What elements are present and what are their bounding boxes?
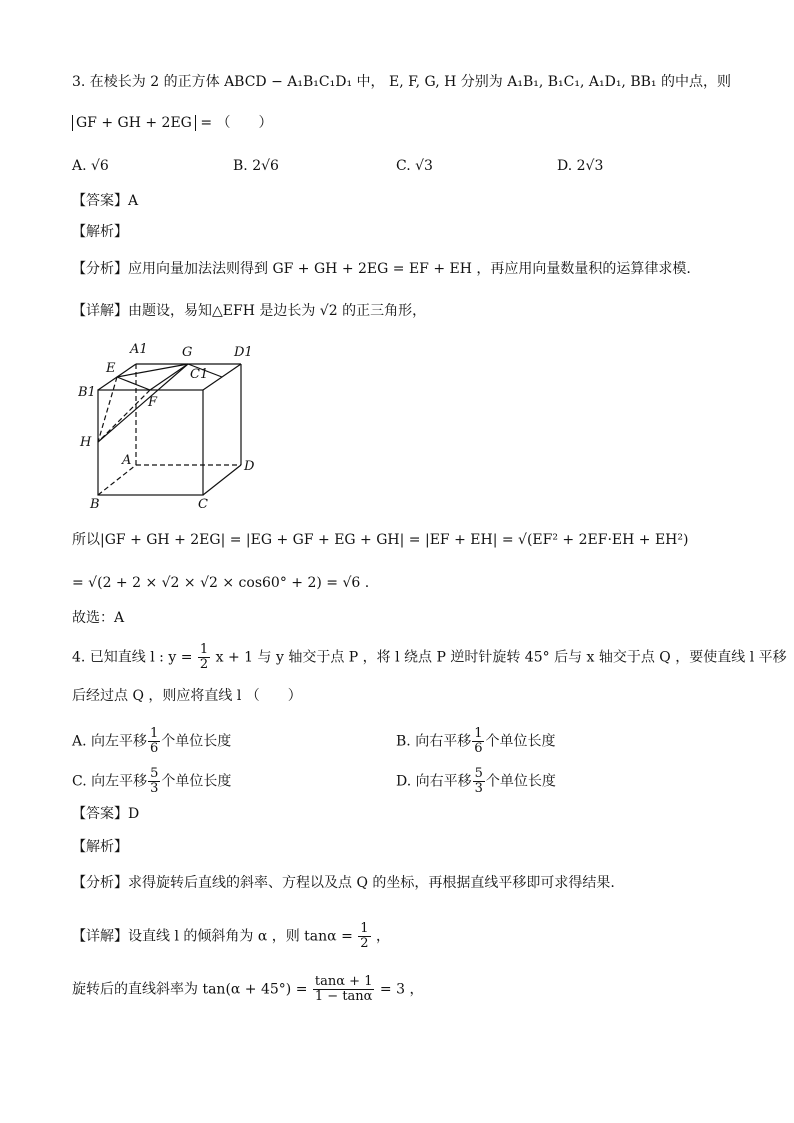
q3-result: = √(2 + 2 × √2 × √2 × cos60° + 2) = √6 . [72, 575, 370, 591]
label-e: E [106, 361, 116, 376]
q3-stem-tail: = （ ） [195, 115, 273, 131]
q4-option-b-pre: B. 向右平移 [396, 733, 472, 750]
q4-answer: 【答案】D [72, 806, 140, 822]
label-c1: C1 [190, 367, 209, 382]
q4-stem-b: x + 1 与 y 轴交于点 P ，将 l 绕点 P 逆时针旋转 45° 后与 x 轴交于点 Q ，要使直线 l 平移 [215, 649, 787, 666]
q4-stem-frac-num: 1 [199, 642, 209, 657]
q4-option-a-frac [148, 727, 160, 756]
label-d: D [244, 459, 255, 474]
q4-option-b-frac [472, 727, 484, 756]
q4-detail-num: 1 [360, 921, 369, 936]
q4-stem-frac-den: 2 [199, 657, 209, 672]
q4-rotation [72, 975, 423, 1004]
q3-vector-expression: GF + GH + 2EG [72, 115, 196, 131]
q4-rot-frac [313, 975, 375, 1004]
label-a: A [122, 453, 132, 468]
q4-option-c-den: 3 [150, 781, 159, 796]
q4-option-d-num: 5 [474, 766, 483, 781]
q4-option-d [396, 767, 556, 796]
q4-rot-b: = 3 ， [379, 981, 424, 998]
q3-option-d: D. 2√3 [557, 158, 604, 174]
q3-detail: 【详解】由题设，易知△EFH 是边长为 √2 的正三角形， [72, 303, 427, 319]
q4-option-a-post: 个单位长度 [161, 733, 232, 750]
q4-option-c-pre: C. 向左平移 [72, 773, 148, 790]
q4-detail-frac [358, 922, 370, 951]
q4-fenxi: 【分析】求得旋转后直线的斜率、方程以及点 Q 的坐标，再根据直线平移即可求得结果. [72, 875, 615, 891]
label-f: F [148, 395, 158, 410]
q4-stem-line1 [72, 643, 787, 672]
q3-analysis-label: 【解析】 [72, 224, 128, 240]
q4-option-a-num: 1 [150, 726, 159, 741]
label-a1: A1 [130, 342, 148, 357]
q3-option-b: B. 2√6 [233, 158, 279, 174]
label-g: G [182, 345, 193, 360]
q4-option-c [72, 767, 231, 796]
label-b: B [90, 497, 100, 512]
q3-suoyi: 所以|GF + GH + 2EG| = |EG + GF + EG + GH| = |EF + EH| = √(EF² + 2EF·EH + EH²) [72, 532, 689, 548]
q4-detail-b: ， [376, 928, 390, 945]
q4-rot-num: tanα + 1 [314, 974, 373, 989]
q4-option-a-den: 6 [150, 741, 159, 756]
q4-option-a-pre: A. 向左平移 [72, 733, 148, 750]
q4-option-b-den: 6 [474, 741, 483, 756]
q4-option-c-post: 个单位长度 [161, 773, 232, 790]
q4-option-c-frac [148, 767, 160, 796]
q4-option-a [72, 727, 231, 756]
q3-option-c: C. √3 [396, 158, 433, 174]
q4-detail [72, 922, 390, 951]
q4-option-b-num: 1 [474, 726, 483, 741]
q4-rot-den: 1 − tanα [314, 989, 373, 1004]
q3-answer: 【答案】A [72, 193, 139, 209]
q4-option-b [396, 727, 555, 756]
q3-fenxi: 【分析】应用向量加法法则得到 GF + GH + 2EG = EF + EH ，再应用向量数量积的运算律求模. [72, 261, 691, 277]
q4-stem-fraction [198, 643, 210, 672]
q3-stem-line2 [72, 113, 273, 133]
q4-stem-a: 4. 已知直线 l : y = [72, 649, 193, 666]
label-c: C [198, 497, 208, 512]
label-b1: B1 [78, 385, 96, 400]
q3-option-a: A. √6 [72, 158, 109, 174]
q4-detail-a: 【详解】设直线 l 的倾斜角为 α ，则 tanα = [72, 928, 353, 945]
q4-option-d-den: 3 [474, 781, 483, 796]
q4-rot-a: 旋转后的直线斜率为 tan(α + 45°) = [72, 981, 308, 998]
q4-option-c-num: 5 [150, 766, 159, 781]
q4-option-d-frac [473, 767, 485, 796]
q4-stem-line2: 后经过点 Q ，则应将直线 l （ ） [72, 688, 302, 704]
q4-option-b-post: 个单位长度 [485, 733, 556, 750]
q4-analysis-label: 【解析】 [72, 839, 128, 855]
q4-option-d-pre: D. 向右平移 [396, 773, 472, 790]
q4-detail-den: 2 [360, 936, 369, 951]
label-d1: D1 [234, 345, 253, 360]
q4-option-d-post: 个单位长度 [485, 773, 556, 790]
q3-choose: 故选：A [72, 610, 125, 626]
cube-figure [78, 340, 278, 515]
label-h: H [80, 435, 92, 450]
q3-stem-line1: 3. 在棱长为 2 的正方体 ABCD − A₁B₁C₁D₁ 中， E, F, G, H 分别为 A₁B₁, B₁C₁, A₁D₁, BB₁ 的中点，则 [72, 74, 731, 90]
